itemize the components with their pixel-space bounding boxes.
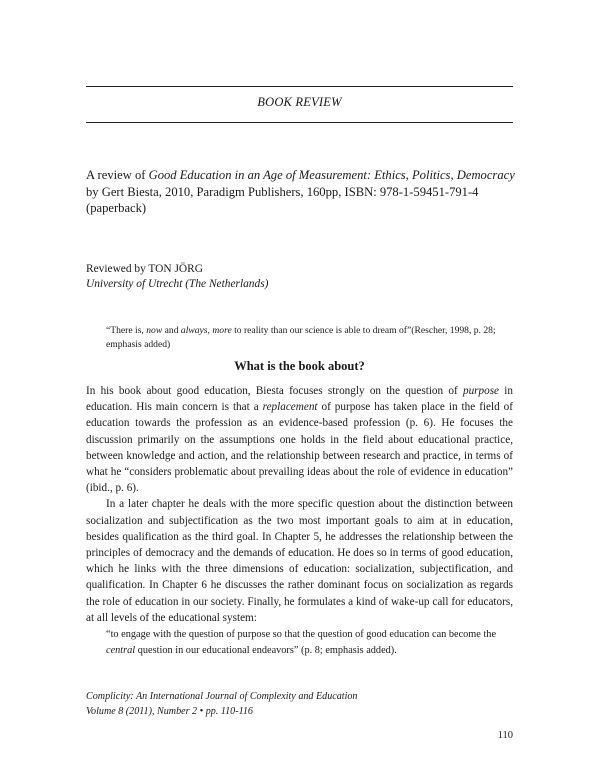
paragraph: In his book about good education, Biesta focuses strongly on the question of purpose in education. His main concern is that a replacement of purpose has taken place in the field of education towards the profession as an evidence-based profession (p. 6). He focuses the discussion primarily on the assumptions one holds in the field about educational practice, between knowledge and action, and the relationship between research and practice, in terms of what he “considers problematic about prevailing ideas about the role of evidence in education” (ibid., p. 6). (86, 385, 513, 495)
epigraph: “There is, now and always, more to reality than our science is able to dream of”(Rescher, 1998, p. 28; emphasis added) (106, 325, 496, 350)
journal-name: Complicity: An International Journal of Complexity and Education (86, 691, 358, 702)
section-heading: What is the book about? (234, 359, 365, 373)
section-label: BOOK REVIEW (257, 95, 342, 109)
header-top-rule (86, 86, 513, 87)
header-bottom-rule (86, 122, 513, 123)
paragraph: In a later chapter he deals with the more specific question about the distinction between socialization and subjectification as the two most important goals to aim at in education, besides qualification as the third goal. In Chapter 5, he addresses the relationship between the principles of democracy and the demands of education. He does so in terms of good education, which he links with the three dimensions of education: socialization, subjectification, and qualification. In Chapter 6 he discusses the rather dominant focus on socialization as regards the role of education in our society. Finally, he formulates a kind of wake-up call for educators, at all levels of the educational system: (86, 498, 513, 624)
block-quote: “to engage with the question of purpose so that the question of good education can become the central question in our educational endeavors” (p. 8; emphasis added). (106, 629, 497, 656)
body-text (86, 383, 513, 626)
reviewer-affiliation: University of Utrecht (The Netherlands) (86, 277, 269, 290)
reviewer-block (86, 262, 516, 291)
journal-footer (86, 690, 516, 719)
page-number: 110 (497, 730, 513, 741)
book-title: Good Education in an Age of Measurement: Ethics, Politics, Democracy (148, 168, 515, 182)
review-citation: A review of Good Education in an Age of Measurement: Ethics, Politics, Democracy by Gert Biesta, 2010, Paradigm Publishers, 160pp, ISBN: 978-1-59451-791-4 (paperback) (86, 168, 515, 215)
journal-volume: Volume 8 (2011), Number 2 • pp. 110-116 (86, 705, 253, 717)
reviewer-name: Reviewed by TON JÖRG (86, 263, 203, 275)
